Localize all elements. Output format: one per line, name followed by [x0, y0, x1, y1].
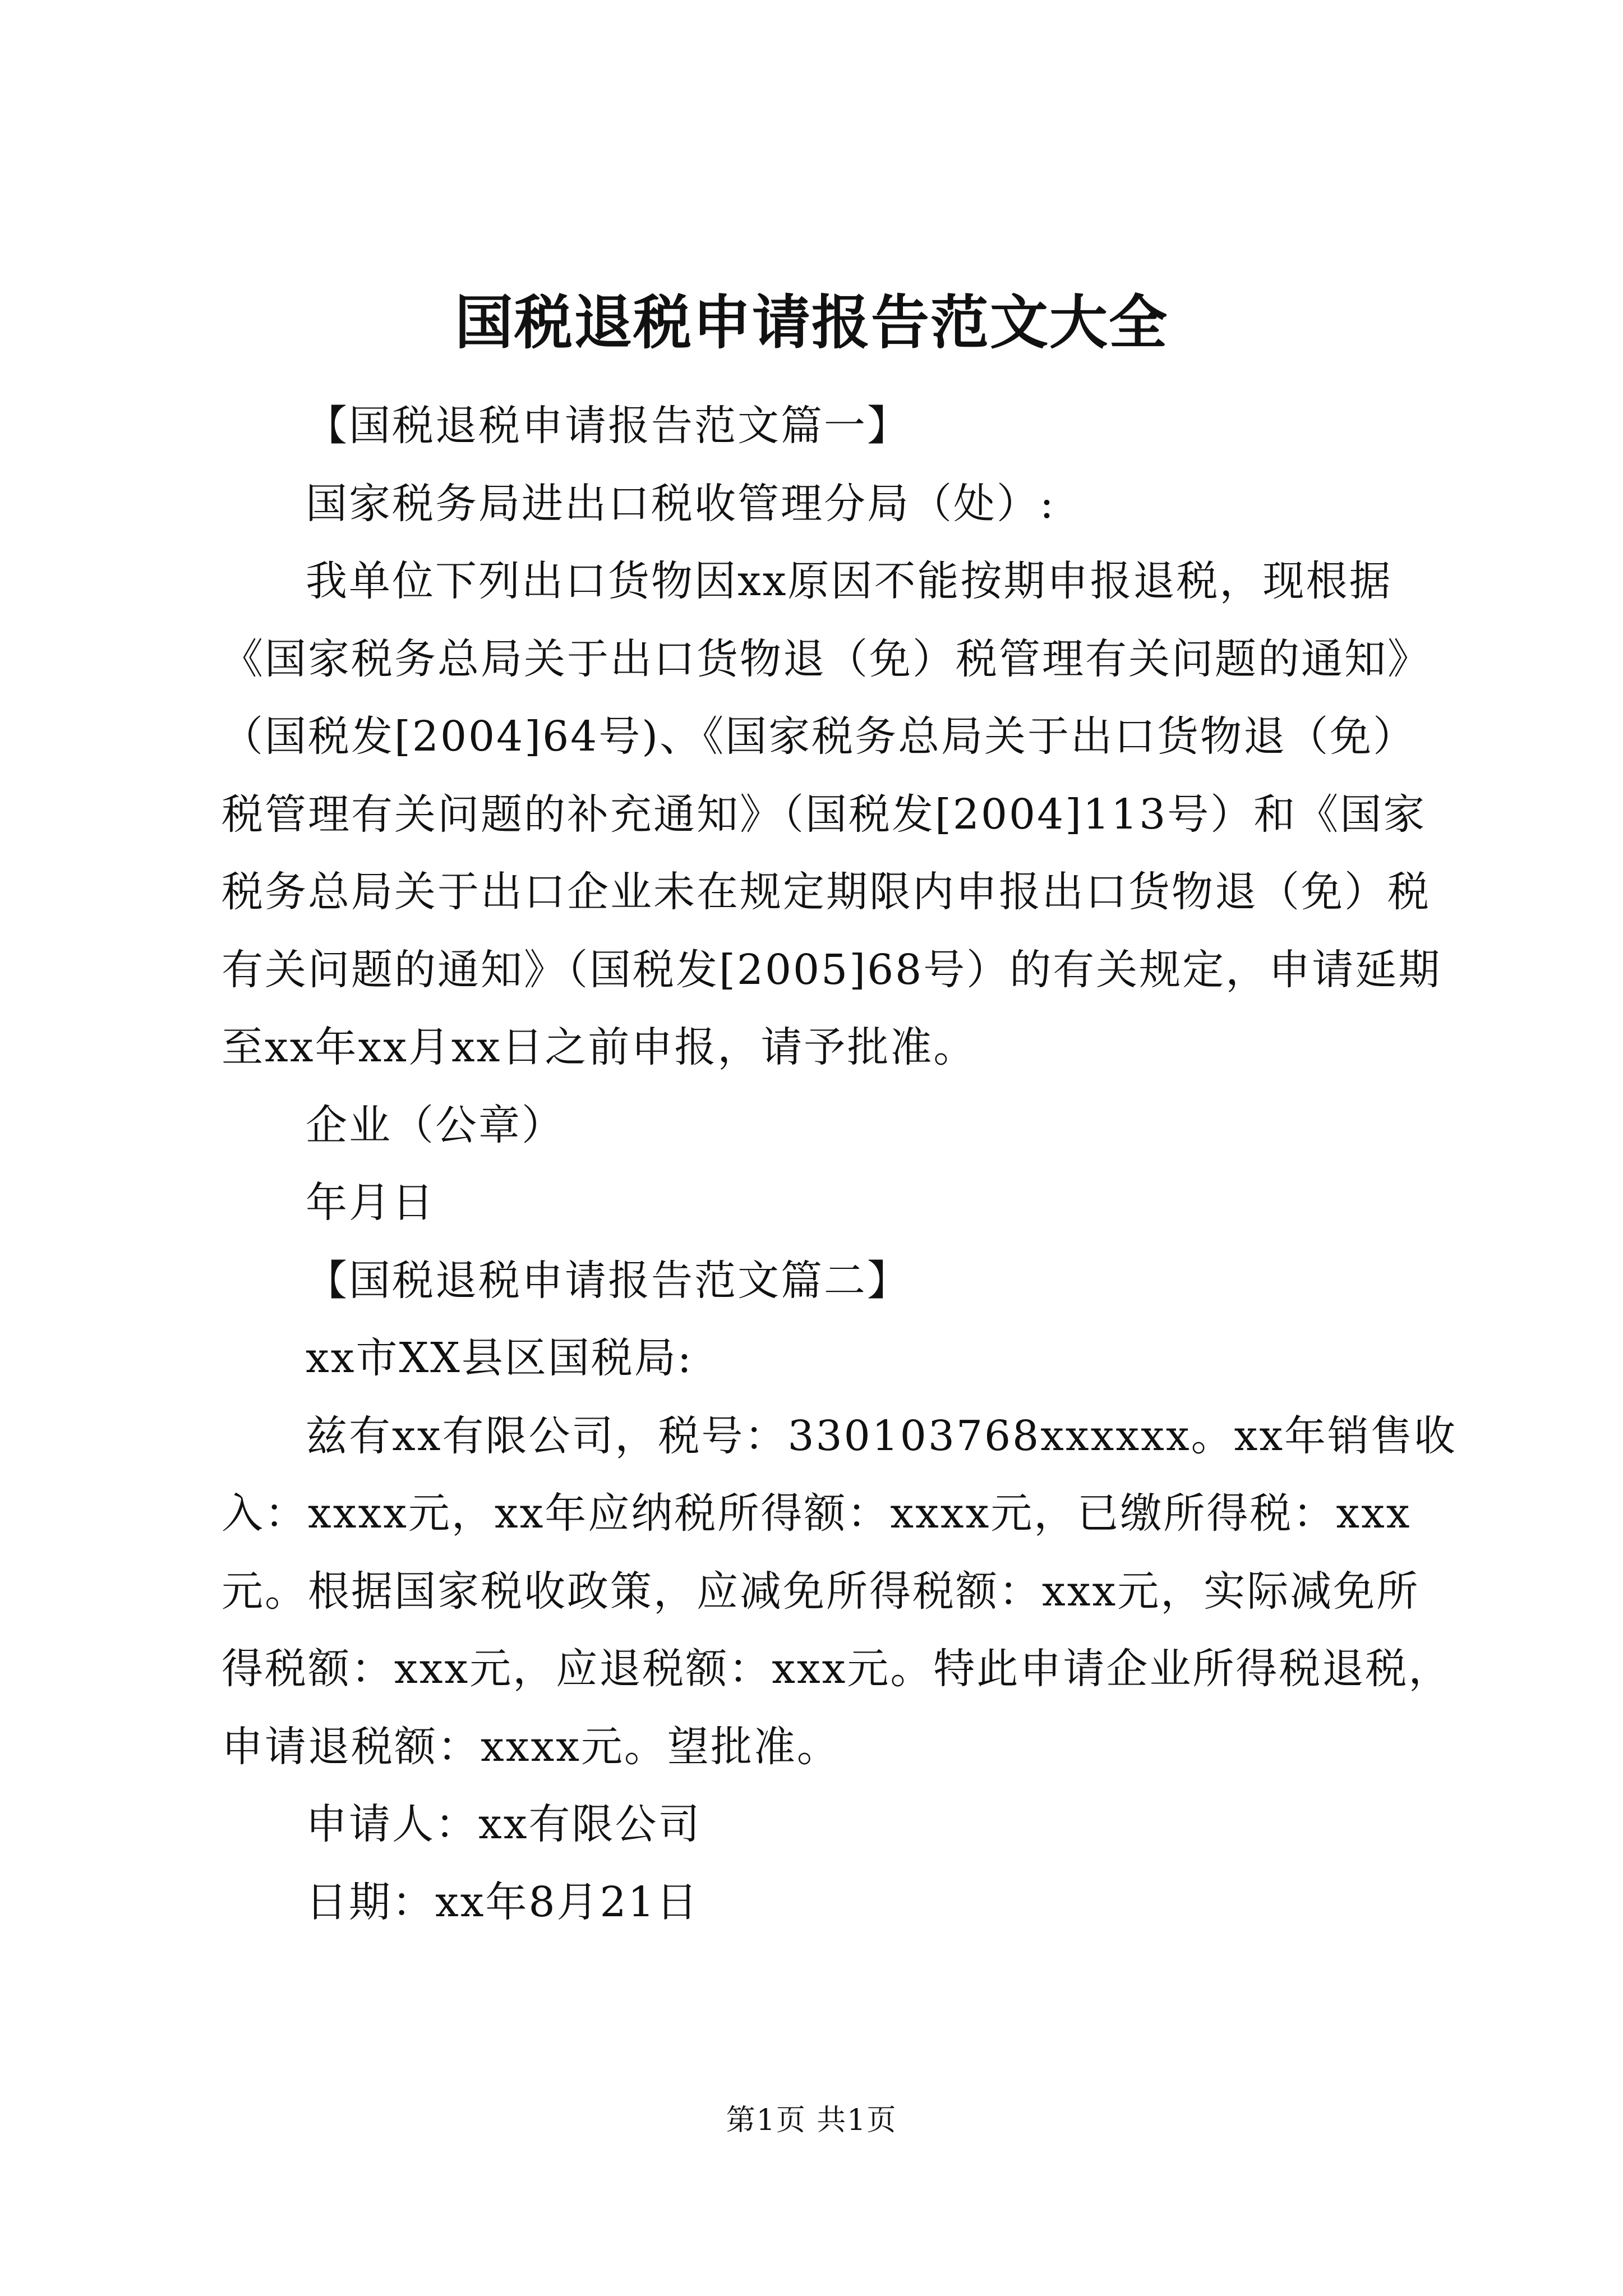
section-heading-2: 【国税退税申请报告范文篇二】	[306, 1256, 910, 1305]
paragraph-line: 申请退税额：xxxx元。望批准。	[222, 1722, 840, 1771]
salutation-2: xx市XX县区国税局:	[306, 1334, 693, 1382]
paragraph-line: 入：xxxx元，xx年应纳税所得额：xxxx元，已缴所得税：xxx	[222, 1489, 1412, 1538]
paragraph-line: 《国家税务总局关于出口货物退（免）税管理有关问题的通知》	[222, 634, 1431, 683]
paragraph-line: 我单位下列出口货物因xx原因不能按期申报退税，现根据	[306, 557, 1393, 605]
paragraph-line: 有关问题的通知》（国税发[2005]68号）的有关规定，申请延期	[222, 945, 1442, 994]
signature-1: 企业（公章）	[306, 1101, 565, 1149]
paragraph-line: 元。根据国家税收政策，应减免所得税额：xxx元，实际减免所	[222, 1567, 1420, 1616]
salutation-1: 国家税务局进出口税收管理分局（处）:	[306, 479, 1055, 528]
document-title: 国税退税申请报告范文大全	[454, 288, 1168, 357]
document-body	[222, 387, 1458, 1941]
applicant-2: 申请人：xx有限公司	[306, 1800, 702, 1848]
page-footer: 第1页 共1页	[726, 2104, 897, 2137]
paragraph-line: 得税额：xxx元，应退税额：xxx元。特此申请企业所得税退税，	[222, 1645, 1452, 1693]
date-1: 年月日	[306, 1179, 435, 1227]
section-heading-1: 【国税退税申请报告范文篇一】	[306, 402, 910, 450]
paragraph-line: 至xx年xx月xx日之前申报，请予批准。	[222, 1023, 977, 1071]
paragraph-line: 税务总局关于出口企业未在规定期限内申报出口货物退（免）税	[222, 868, 1431, 916]
paragraph-line: （国税发[2004]64号)、《国家税务总局关于出口货物退（免）	[222, 712, 1417, 761]
date-2: 日期：xx年8月21日	[306, 1878, 699, 1926]
paragraph-line: 税管理有关问题的补充通知》（国税发[2004]113号）和《国家	[222, 790, 1427, 839]
paragraph-line: 兹有xx有限公司，税号：330103768xxxxxx。xx年销售收	[306, 1411, 1458, 1460]
